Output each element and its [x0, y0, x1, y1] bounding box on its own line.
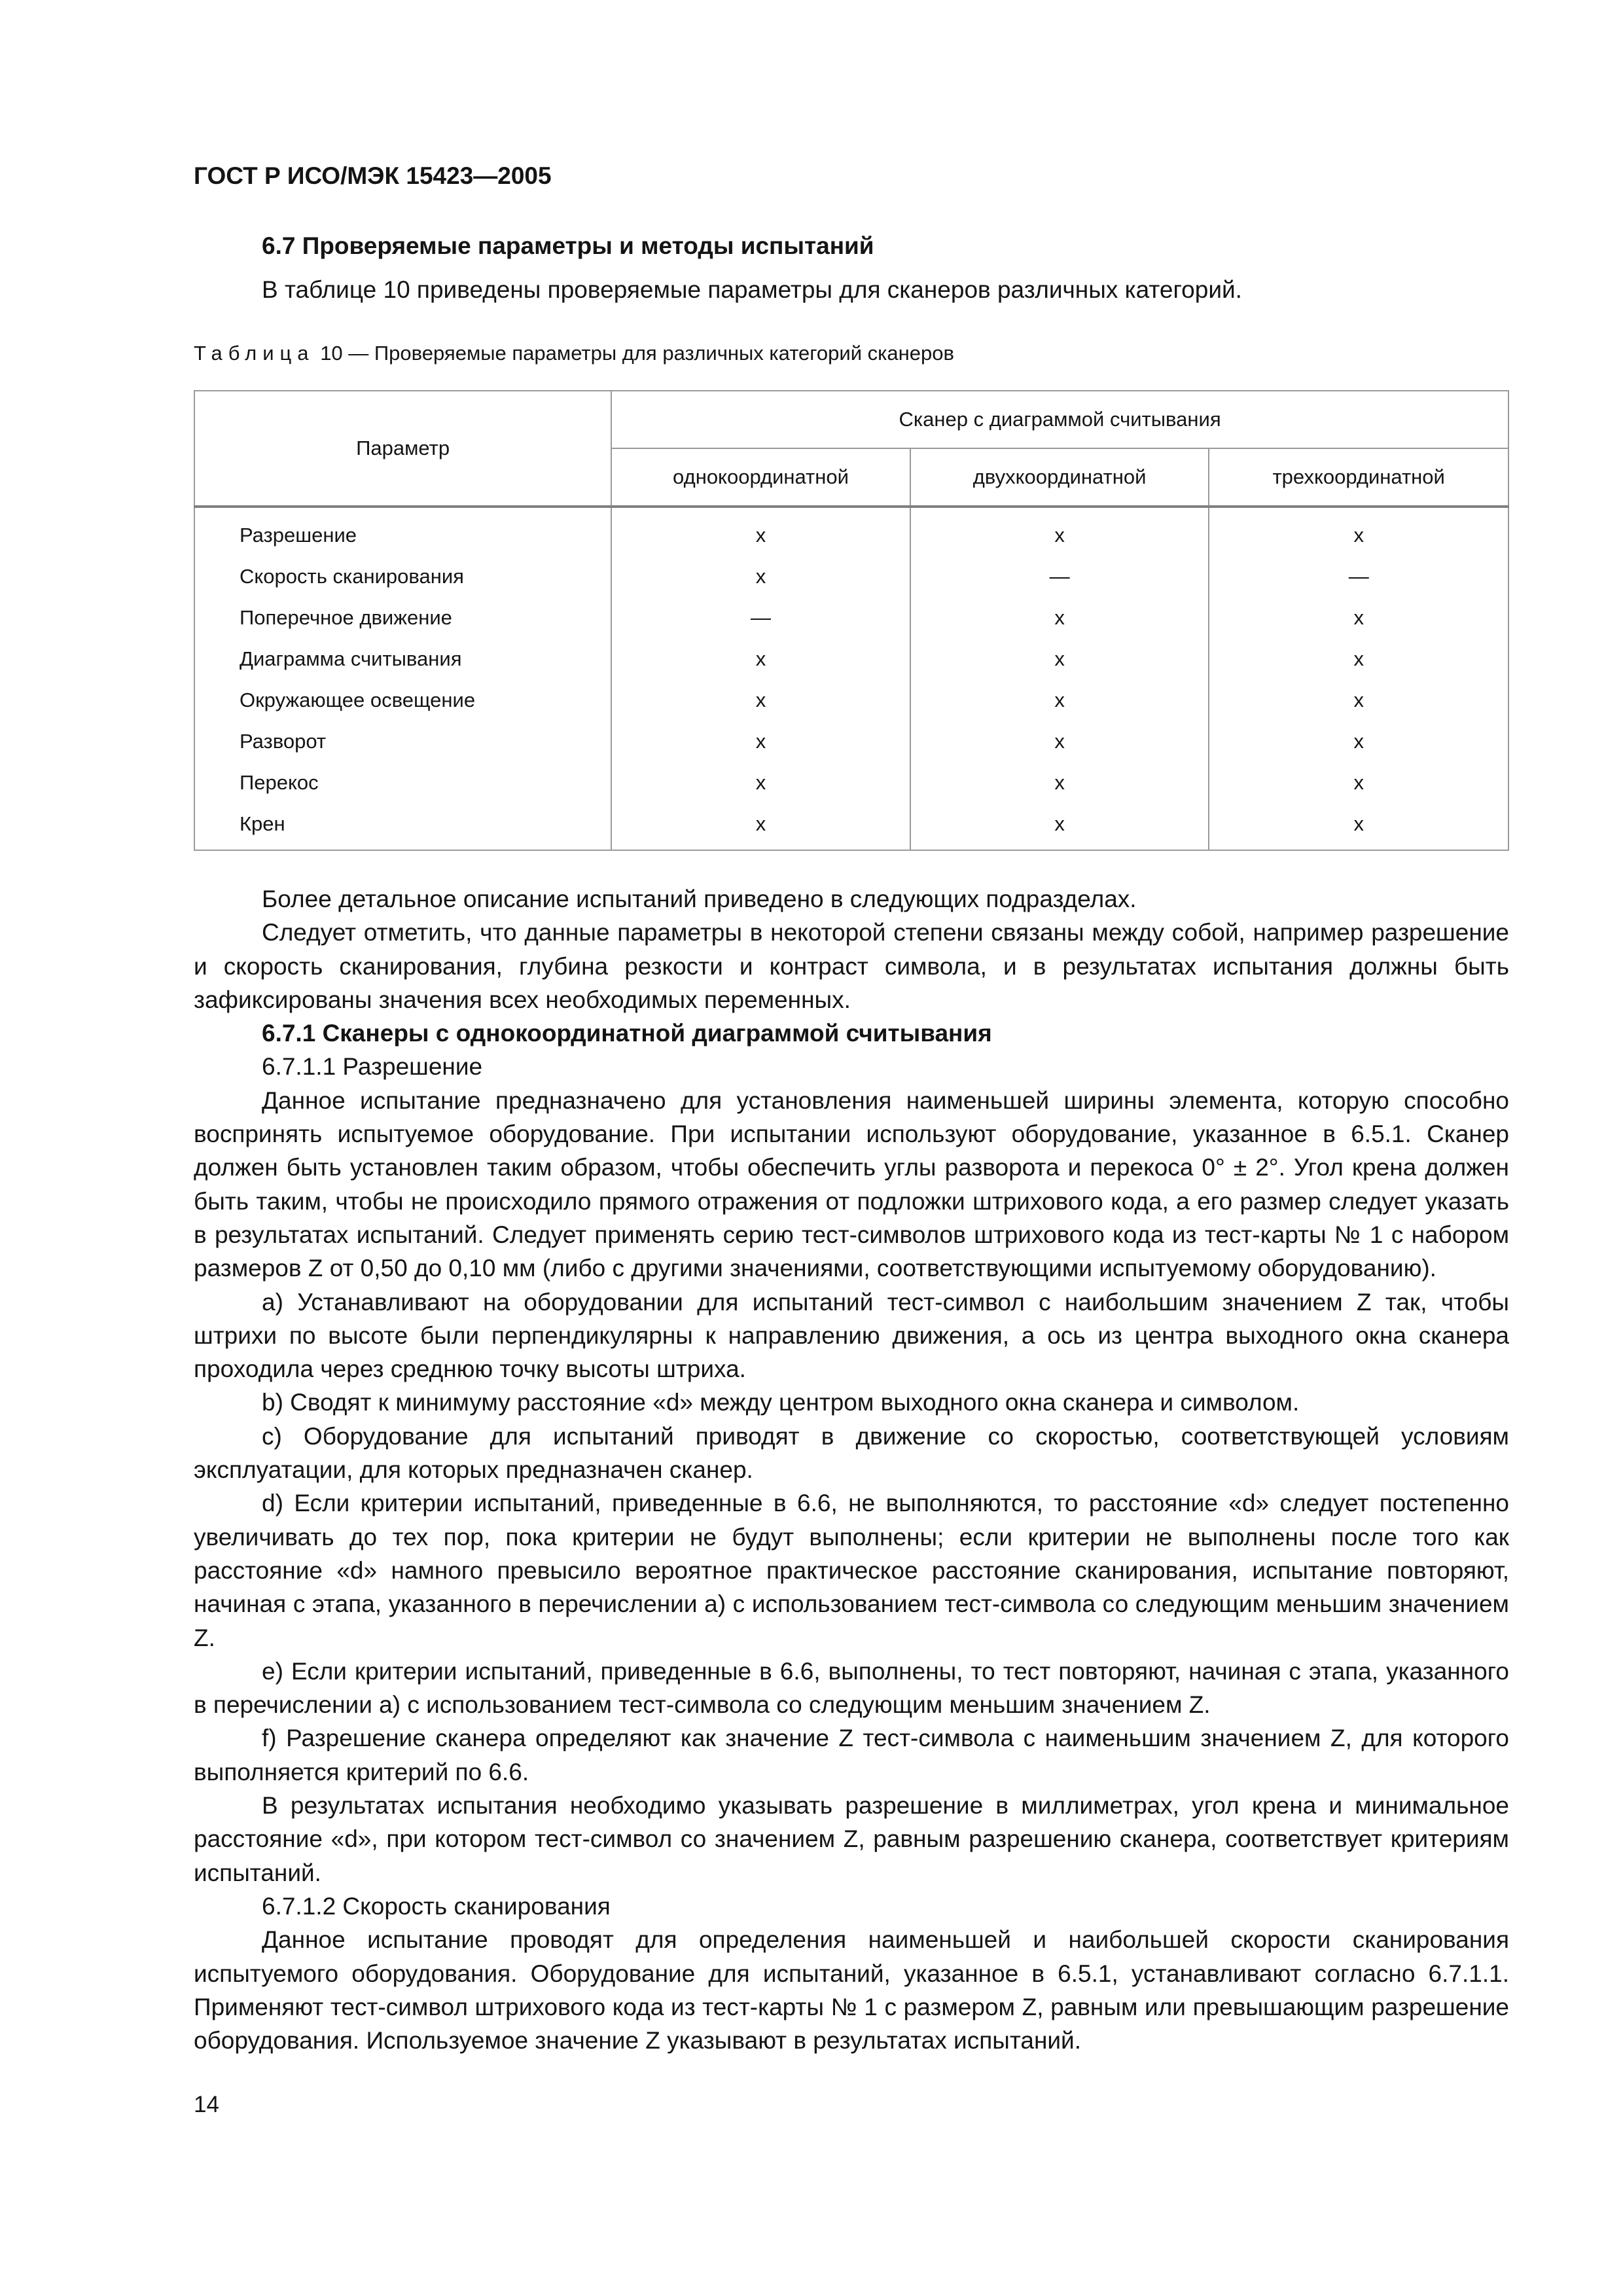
- paragraph: e) Если критерии испытаний, приведенные в 6.6, выполнены, то тест повторяют, начиная с этапа, указанного в перечислении а) с использованием тест-символа со следующим меньшим значением Z.: [194, 1657, 1509, 1719]
- value-cell: x: [910, 679, 1209, 721]
- paragraph: c) Оборудование для испытаний приводят в движение со скоростью, соответствующей условиям эксплуатации, для которых предназначен сканер.: [194, 1422, 1509, 1484]
- column-header: трехкоординатной: [1209, 448, 1508, 507]
- param-cell: Поперечное движение: [194, 597, 611, 638]
- section-title: 6.7 Проверяемые параметры и методы испытаний: [262, 232, 874, 259]
- param-cell: Диаграмма считывания: [194, 638, 611, 679]
- table-caption: [194, 342, 954, 365]
- column-header: двухкоординатной: [910, 448, 1209, 507]
- value-cell: x: [611, 721, 910, 762]
- value-cell: x: [1209, 679, 1508, 721]
- paragraph: 6.7.1.2 Скорость сканирования: [262, 1892, 611, 1920]
- value-cell: —: [1209, 556, 1508, 597]
- paragraph: Следует отметить, что данные параметры в некоторой степени связаны между собой, например разрешение и скорость сканирования, глубина резкости и контраст символа, и в результатах испытания должны быть зафиксированы значения всех необходимых переменных.: [194, 919, 1509, 1013]
- paragraph: Данное испытание проводят для определения наименьшей и наибольшей скорости сканирования испытуемого оборудования. Оборудование для испытаний, указанное в 6.5.1, устанавливают согласно 6.7.1.1. Применяют тест-символ штрихового кода из тест-карты № 1 с размером Z, равным или превышающим разрешение оборудования. Используемое значение Z указывают в результатах испытаний.: [194, 1926, 1509, 2054]
- param-cell: Перекос: [194, 762, 611, 803]
- paragraph: 6.7.1.1 Разрешение: [262, 1053, 483, 1081]
- page-number: 14: [194, 2092, 219, 2117]
- value-cell: x: [1209, 638, 1508, 679]
- column-header: однокоординатной: [611, 448, 910, 507]
- param-column-header: Параметр: [194, 391, 611, 507]
- param-cell: Окружающее освещение: [194, 679, 611, 721]
- param-cell: Крен: [194, 803, 611, 850]
- table-row: [194, 556, 1508, 597]
- value-cell: x: [1209, 803, 1508, 850]
- value-cell: x: [1209, 762, 1508, 803]
- paragraph: Более детальное описание испытаний приведено в следующих подразделах.: [262, 886, 1137, 912]
- value-cell: x: [910, 597, 1209, 638]
- param-cell: Разрешение: [194, 507, 611, 556]
- value-cell: x: [910, 803, 1209, 850]
- table-row: [194, 762, 1508, 803]
- value-cell: x: [910, 638, 1209, 679]
- value-cell: x: [1209, 597, 1508, 638]
- value-cell: x: [611, 679, 910, 721]
- table-row: [194, 721, 1508, 762]
- value-cell: x: [611, 556, 910, 597]
- document-header: ГОСТ Р ИСО/МЭК 15423—2005: [194, 162, 552, 189]
- paragraph: В результатах испытания необходимо указывать разрешение в миллиметрах, угол крена и минимальное расстояние «d», при котором тест-символ со значением Z, равным разрешению сканера, соответствует критериям испытаний.: [194, 1792, 1509, 1886]
- value-cell: x: [611, 803, 910, 850]
- paragraph: d) Если критерии испытаний, приведенные в 6.6, не выполняются, то расстояние «d» следует постепенно увеличивать до тех пор, пока критерии не будут выполнены; если критерии не выполнены после того как расстояние «d» намного превысило вероятное практическое расстояние сканирования, испытание повторяют, начиная с этапа, указанного в перечислении а) с использованием тест-символа со следующим меньшим значением Z.: [194, 1490, 1509, 1651]
- table-caption-text: 10 — Проверяемые параметры для различных категорий сканеров: [320, 342, 954, 365]
- value-cell: x: [910, 507, 1209, 556]
- table-row: [194, 679, 1508, 721]
- scanner-group-header: Сканер с диаграммой считывания: [611, 391, 1508, 448]
- param-cell: Разворот: [194, 721, 611, 762]
- value-cell: —: [611, 597, 910, 638]
- value-cell: x: [910, 721, 1209, 762]
- table-row: [194, 803, 1508, 850]
- value-cell: x: [611, 638, 910, 679]
- value-cell: x: [1209, 507, 1508, 556]
- param-cell: Скорость сканирования: [194, 556, 611, 597]
- paragraph: f) Разрешение сканера определяют как значение Z тест-символа с наименьшим значением Z, для которого выполняется критерий по 6.6.: [194, 1725, 1509, 1785]
- value-cell: x: [611, 507, 910, 556]
- paragraph: Данное испытание предназначено для установления наименьшей ширины элемента, которую способно воспринять испытуемое оборудование. При испытании используют оборудование, указанное в 6.5.1. Сканер должен быть установлен таким образом, чтобы обеспечить углы разворота и перекоса 0° ± 2°. Угол крена должен быть таким, чтобы не происходило прямого отражения от подложки штрихового кода, а его размер следует указать в результатах испытаний. Следует применять серию тест-символов штрихового кода из тест-карты № 1 с набором размеров Z от 0,50 до 0,10 мм (либо с другими значениями, соответствующими испытуемому оборудованию).: [194, 1086, 1509, 1282]
- table-row: [194, 597, 1508, 638]
- value-cell: x: [611, 762, 910, 803]
- table-caption-label: Таблица: [194, 342, 315, 365]
- value-cell: x: [910, 762, 1209, 803]
- parameters-table: [194, 390, 1509, 851]
- subsection-title: 6.7.1 Сканеры с однокоординатной диаграммой считывания: [262, 1020, 992, 1047]
- table-row: [194, 507, 1508, 556]
- paragraph: b) Сводят к минимуму расстояние «d» между центром выходного окна сканера и символом.: [262, 1389, 1300, 1416]
- table-row: [194, 638, 1508, 679]
- intro-paragraph: В таблице 10 приведены проверяемые параметры для сканеров различных категорий.: [262, 276, 1242, 303]
- value-cell: —: [910, 556, 1209, 597]
- body-text: [194, 882, 1509, 2057]
- value-cell: x: [1209, 721, 1508, 762]
- paragraph: а) Устанавливают на оборудовании для испытаний тест-символ с наибольшим значением Z так, чтобы штрихи по высоте были перпендикулярны к направлению движения, а ось из центра выходного окна сканера проходила через среднюю точку высоты штриха.: [194, 1288, 1509, 1383]
